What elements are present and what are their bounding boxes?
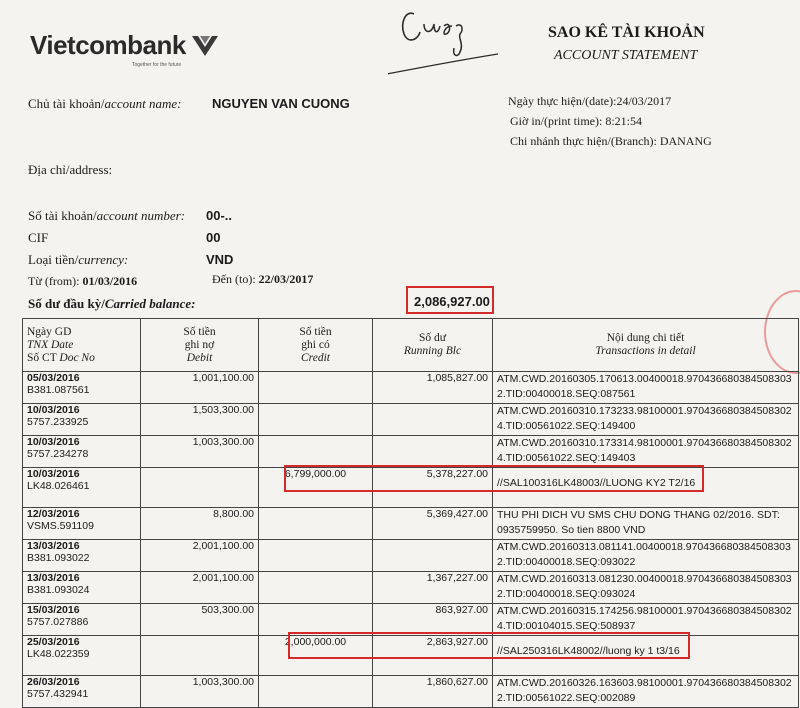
cell-debit: 503,300.00 — [141, 604, 259, 636]
cell-date: 26/03/2016 5757.432941 — [23, 676, 141, 708]
cell-date: 13/03/2016 B381.093024 — [23, 572, 141, 604]
cell-description: ATM.CWD.20160315.174256.98100001.970436680384508302 4.TID:00104015.SEQ:508937 — [493, 604, 799, 636]
cell-credit: 6,799,000.00 — [259, 468, 373, 508]
cell-debit — [141, 468, 259, 508]
cell-credit — [259, 436, 373, 468]
header-credit: Số tiền ghi có Credit — [259, 319, 373, 372]
table-row — [23, 436, 799, 468]
cif-label: CIF — [28, 230, 49, 245]
table-row — [23, 372, 799, 404]
cell-date: 10/03/2016 5757.233925 — [23, 404, 141, 436]
cell-debit: 2,001,100.00 — [141, 572, 259, 604]
cell-date: 10/03/2016 5757.234278 — [23, 436, 141, 468]
cell-balance — [373, 436, 493, 468]
cell-date: 13/03/2016 B381.093022 — [23, 540, 141, 572]
table-row — [23, 404, 799, 436]
header-balance: Số dư Running Blc — [373, 319, 493, 372]
cell-credit — [259, 676, 373, 708]
table-row — [23, 508, 799, 540]
header-debit: Số tiền ghi nợ Debit — [141, 319, 259, 372]
date-row: Ngày thực hiện/(date):24/03/2017 — [508, 94, 672, 108]
highlight-box-credit-1 — [284, 465, 704, 492]
table-header-row — [23, 319, 799, 372]
to-row: Đến (to): 22/03/2017 — [212, 272, 314, 286]
bank-logo — [30, 30, 220, 61]
cell-balance: 5,378,227.00 — [373, 468, 493, 508]
cell-description: ATM.CWD.20160310.173233.98100001.970436680384508302 4.TID:00561022.SEQ:149400 — [493, 404, 799, 436]
currency-value: VND — [206, 252, 234, 267]
cell-debit: 1,001,100.00 — [141, 372, 259, 404]
table-row — [23, 604, 799, 636]
cell-credit — [259, 404, 373, 436]
cell-description: ATM.CWD.20160326.163603.98100001.970436680384508302 2.TID:00561022.SEQ:002089 — [493, 676, 799, 708]
cell-balance — [373, 404, 493, 436]
cell-balance: 1,085,827.00 — [373, 372, 493, 404]
carried-balance-label: Số dư đầu kỳ/Carried balance: — [28, 296, 196, 311]
cell-date: 10/03/2016 LK48.026461 — [23, 468, 141, 508]
bank-name: Vietcombank — [30, 30, 186, 60]
branch-row: Chi nhánh thực hiện/(Branch): DANANG — [510, 134, 712, 148]
bank-logo-icon — [190, 34, 220, 58]
cell-balance: 5,369,427.00 — [373, 508, 493, 540]
cell-debit: 1,003,300.00 — [141, 436, 259, 468]
cell-description: THU PHI DICH VU SMS CHU DONG THANG 02/2016. SDT: 0935759950. So tien 8800 VND — [493, 508, 799, 540]
carried-balance-value: 2,086,927.00 — [414, 294, 490, 309]
statement-subtitle: ACCOUNT STATEMENT — [554, 48, 698, 63]
address-label: Địa chỉ/address: — [28, 162, 113, 177]
cell-credit — [259, 372, 373, 404]
cell-debit: 1,503,300.00 — [141, 404, 259, 436]
cell-description: ATM.CWD.20160313.081230.00400018.970436680384508303 2.TID:00400018.SEQ:093024 — [493, 572, 799, 604]
cell-debit: 2,001,100.00 — [141, 540, 259, 572]
account-number-value: 00-.. — [206, 208, 233, 223]
highlight-box-carried — [406, 286, 494, 314]
cell-balance: 863,927.00 — [373, 604, 493, 636]
table-row — [23, 572, 799, 604]
cell-credit: 2,000,000.00 — [259, 636, 373, 676]
cell-date: 05/03/2016 B381.087561 — [23, 372, 141, 404]
highlight-box-credit-2 — [288, 632, 690, 659]
header-date: Ngày GD TNX Date Số CT Doc No — [23, 319, 141, 372]
cell-credit — [259, 540, 373, 572]
cell-description: //SAL100316LK48003//LUONG KY2 T2/16 — [493, 468, 799, 508]
cell-date: 25/03/2016 LK48.022359 — [23, 636, 141, 676]
bank-tagline: Together for the future — [132, 62, 182, 68]
account-number-label: Số tài khoản/account number: — [28, 208, 186, 223]
time-row: Giờ in/(print time): 8:21:54 — [510, 114, 643, 128]
cif-value: 00 — [206, 230, 221, 245]
handwritten-signature — [388, 0, 498, 80]
cell-description: ATM.CWD.20160305.170613.00400018.970436680384508303 2.TID:00400018.SEQ:087561 — [493, 372, 799, 404]
table-row — [23, 540, 799, 572]
header-description: Nội dung chi tiết Transactions in detail — [493, 319, 799, 372]
cell-credit — [259, 604, 373, 636]
from-row: Từ (from): 01/03/2016 — [28, 274, 138, 288]
cell-credit — [259, 508, 373, 540]
cell-balance: 1,860,627.00 — [373, 676, 493, 708]
table-row — [23, 676, 799, 708]
cell-balance: 1,367,227.00 — [373, 572, 493, 604]
cell-description: ATM.CWD.20160313.081141.00400018.970436680384508303 2.TID:00400018.SEQ:093022 — [493, 540, 799, 572]
currency-label: Loại tiền/currency: — [28, 252, 129, 267]
cell-description: //SAL250316LK48002//luong ky 1 t3/16 — [493, 636, 799, 676]
cell-debit — [141, 636, 259, 676]
cell-credit — [259, 572, 373, 604]
statement-title: SAO KÊ TÀI KHOẢN — [548, 24, 705, 41]
account-name-label: Chủ tài khoản/account name: — [28, 96, 182, 111]
cell-debit: 1,003,300.00 — [141, 676, 259, 708]
cell-date: 15/03/2016 5757.027886 — [23, 604, 141, 636]
cell-debit: 8,800.00 — [141, 508, 259, 540]
cell-date: 12/03/2016 VSMS.591109 — [23, 508, 141, 540]
cell-description: ATM.CWD.20160310.173314.98100001.970436680384508302 4.TID:00561022.SEQ:149403 — [493, 436, 799, 468]
cell-balance — [373, 540, 493, 572]
account-name-value: NGUYEN VAN CUONG — [212, 96, 350, 111]
cell-balance: 2,863,927.00 — [373, 636, 493, 676]
